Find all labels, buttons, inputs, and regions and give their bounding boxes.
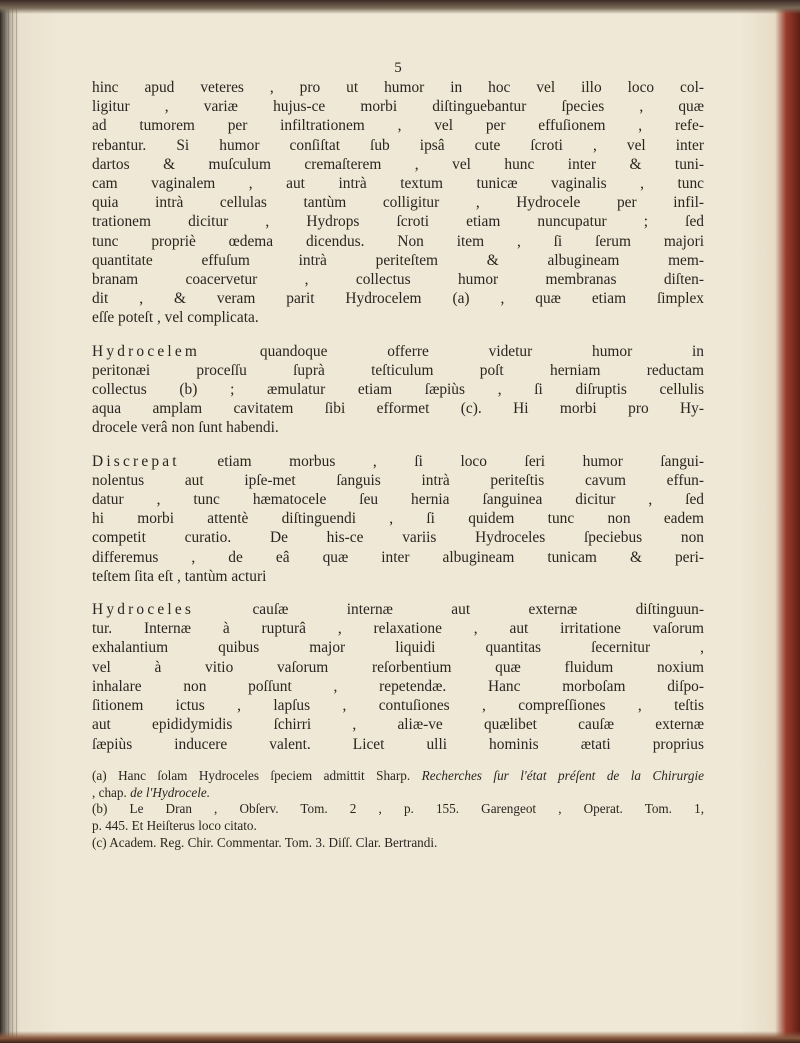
text-line: ſæpiùs inducere valent. Licet ulli hominis ætati proprius — [92, 735, 704, 753]
paragraph-lead-word: Hydrocelem — [92, 342, 201, 360]
text-line: aut epididymidis ſchirri , aliæ-ve quælibet cauſæ externæ — [92, 716, 704, 734]
text-line: ad tumorem per infiltrationem , vel per effuſionem , refe- — [92, 117, 704, 135]
text-line: inhalare non poſſunt , repetendæ. Hanc morboſam diſpo- — [92, 677, 704, 695]
text-line: hi morbi attentè diſtinguendi , ſi quidem tunc non eadem — [92, 510, 704, 528]
text-block — [92, 60, 704, 852]
text-line: quia intrà cellulas tantùm colligitur , Hydrocele per infil- — [92, 194, 704, 212]
text-line: dit , & veram parit Hydrocelem (a) , quæ etiam ſimplex — [92, 290, 704, 308]
text-line: quantitate effuſum intrà periteſtem & albugineam mem- — [92, 251, 704, 269]
text-line: Hydroceles cauſæ internæ aut externæ diſtinguun- — [92, 601, 704, 619]
footnote-c — [92, 835, 704, 852]
paragraph-3 — [92, 452, 704, 586]
paragraph-lead-word: Hydroceles — [92, 601, 195, 619]
text-line: competit curatio. De his-ce variis Hydroceles ſpeciebus non — [92, 529, 704, 547]
text-line: aqua amplam cavitatem ſibi efformet (c). Hi morbi pro Hy- — [92, 400, 704, 418]
text-line: rebantur. Si humor conſiſtat ſub ipsâ cute ſcroti , vel inter — [92, 136, 704, 154]
text-line: peritonæi proceſſu ſuprà teſticulum poſt herniam reductam — [92, 361, 704, 379]
paragraph-4 — [92, 600, 704, 754]
text-line: ſitionem ictus , lapſus , contuſiones , compreſſiones , teſtis — [92, 697, 704, 715]
text-line: cam vaginalem , aut intrà textum tunicæ vaginalis , tunc — [92, 175, 704, 193]
text-line: trationem dicitur , Hydrops ſcroti etiam nuncupatur ; ſed — [92, 213, 704, 231]
text-line: Hydrocelem quandoque offerre videtur humor in — [92, 342, 704, 360]
footnote-title: Recherches ſur l'état préſent de la Chirurgie — [421, 767, 704, 783]
paragraph-lead-word: Discrepat — [92, 452, 180, 470]
text-line: nolentus aut ipſe-met ſanguis intrà periteſtis cavum effun- — [92, 471, 704, 489]
text-line: drocele verâ non ſunt habendi. — [92, 419, 279, 437]
page-number: 5 — [394, 60, 402, 76]
text-line: vel à vitio vaſorum reſorbentium quæ fluidum noxium — [92, 658, 704, 676]
text-line: tunc propriè œdema dicendus. Non item , ſi ſerum majori — [92, 232, 704, 250]
footnote-line: (c) Academ. Reg. Chir. Commentar. Tom. 3. Diſſ. Clar. Bertrandi. — [92, 834, 438, 850]
text-line: differemus , de eâ quæ inter albugineam tunicam & peri- — [92, 548, 704, 566]
text-line: teſtem ſita eſt , tantùm acturi — [92, 567, 267, 585]
binding-gutter — [4, 0, 18, 1043]
text-line: exhalantium quibus major liquidi quantitas ſecernitur , — [92, 639, 704, 657]
top-page-edge — [0, 0, 800, 14]
text-line: ligitur , variæ hujus-ce morbi diſtinguebantur ſpecies , quæ — [92, 98, 704, 116]
footnote-title: de l'Hydrocele. — [130, 784, 211, 800]
text-line: collectus (b) ; æmulatur etiam ſæpiùs , ſi diſruptis cellulis — [92, 381, 704, 399]
footnote-line: (b) Le Dran , Obſerv. Tom. 2 , p. 155. Garengeot , Operat. Tom. 1, — [92, 801, 704, 817]
footnote-a — [92, 768, 704, 802]
footnote-b — [92, 801, 704, 835]
text-line: hinc apud veteres , pro ut humor in hoc vel illo loco col- — [92, 79, 704, 96]
bottom-page-edge — [0, 1031, 800, 1043]
text-line: datur , tunc hæmatocele ſeu hernia ſanguinea dicitur , ſed — [92, 491, 704, 509]
text-line: eſſe poteſt , vel complicata. — [92, 309, 259, 327]
text-line: Discrepat etiam morbus , ſi loco ſeri humor ſangui- — [92, 452, 704, 470]
footnote-line: (a) Hanc ſolam Hydroceles ſpeciem admittit Sharp. Recherches ſur l'état préſent de la Chirurgie — [92, 767, 704, 783]
paragraph-2 — [92, 342, 704, 438]
text-line: tur. Internæ à rupturâ , relaxatione , aut irritatione vaſorum — [92, 620, 704, 638]
text-line: dartos & muſculum cremaſterem , vel hunc inter & tuni- — [92, 155, 704, 173]
footnotes — [92, 768, 704, 852]
text-line: branam coacervetur , collectus humor membranas diſten- — [92, 271, 704, 289]
footnote-line: p. 445. Et Heiſterus loco citato. — [92, 818, 257, 834]
footnote-line: , chap. de l'Hydrocele. — [92, 784, 211, 800]
paragraph-1 — [92, 78, 704, 328]
